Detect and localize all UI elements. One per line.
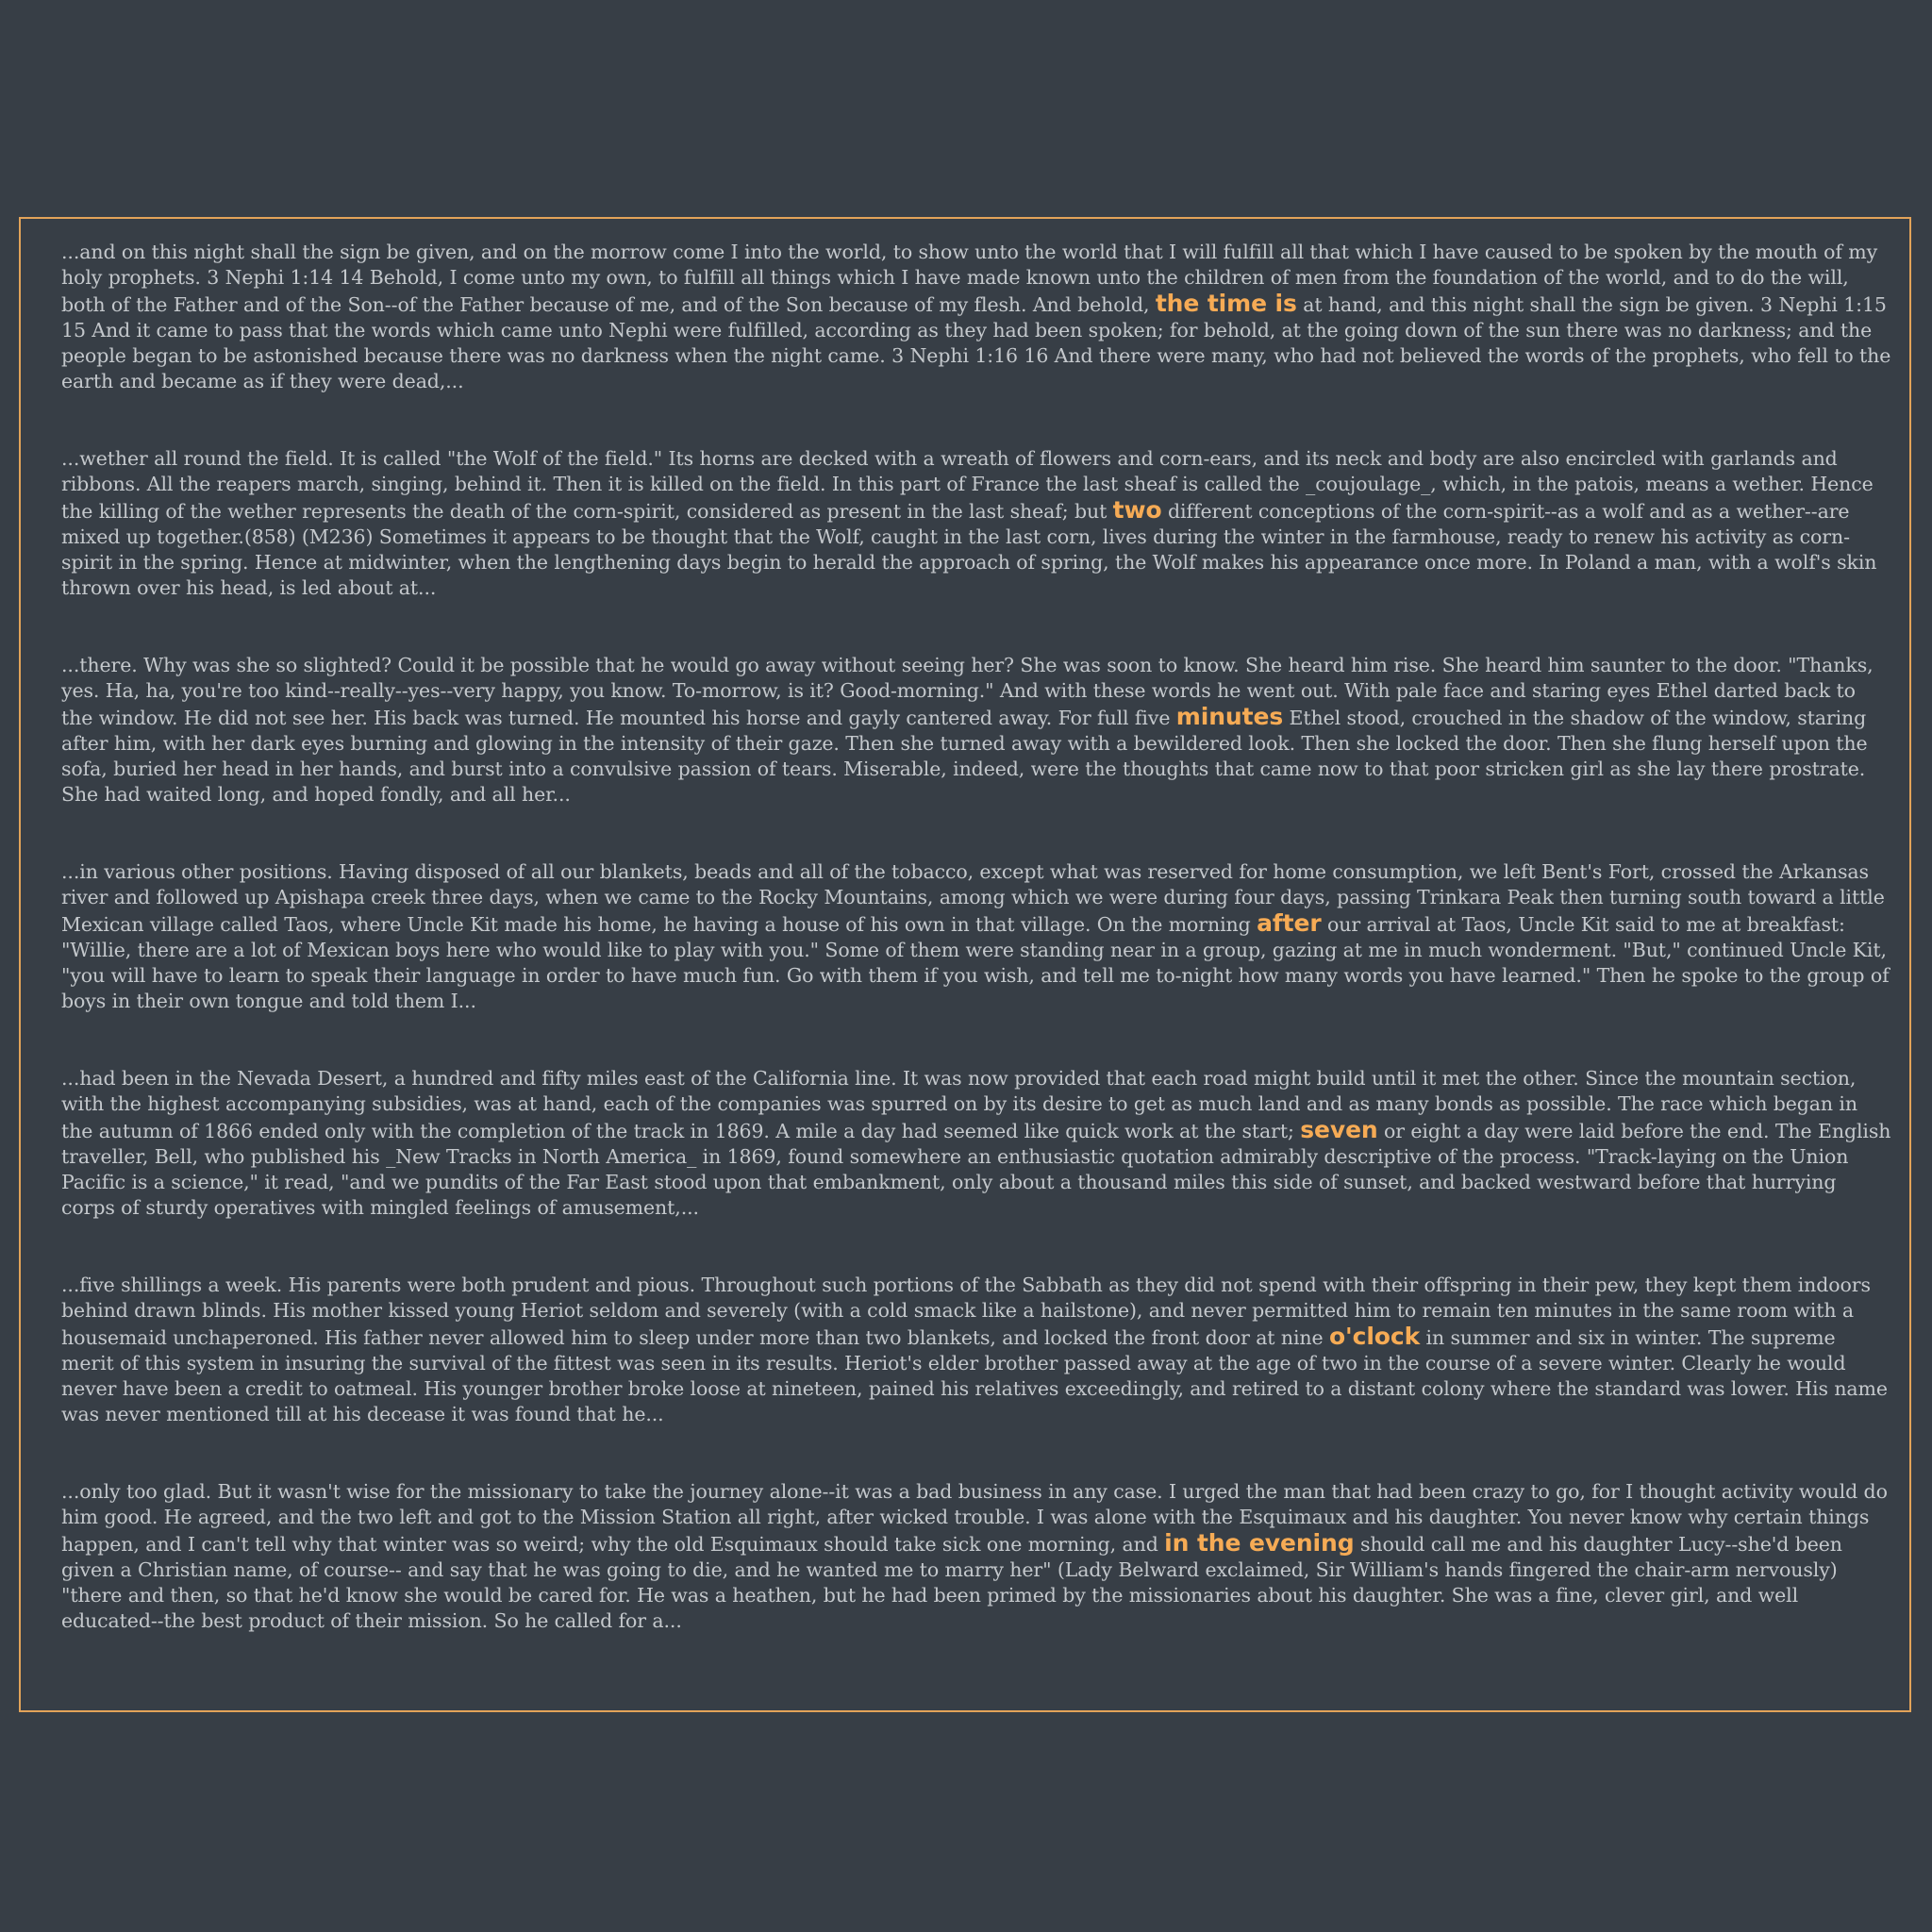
passage-text-after: should call me and his daughter Lucy--she'd been given a Christian name, of course-- and say that he was going to die, and he wanted me to marry her" (Lady Belward exclaimed, Sir William's hands fingered the chair-arm nervously) "there and then, so that he'd know she would be cared for. He was a heathen, but he had been primed by the missionaries about his daughter. She was a fine, clever girl, and well educated--the best product of their mission. So he called for a... (61, 1533, 1842, 1632)
passage-text-after: or eight a day were laid before the end. The English traveller, Bell, who published his _New Tracks in North America_ in 1869, found somewhere an enthusiastic quotation admirably descriptive of the process. "Track-laying on the Union Pacific is a science," it read, "and we pundits of the Far East stood upon that embankment, only about a thousand miles this side of sunset, and backed westward before that hurrying corps of sturdy operatives with mingled feelings of amusement,... (61, 1120, 1891, 1219)
passage-2 (61, 446, 1891, 601)
passage-text-before: ...there. Why was she so slighted? Could it be possible that he would go away without seeing her? She was soon to know. She heard him rise. She heard him saunter to the door. "Thanks, yes. Ha, ha, you're too kind--really--yes--very happy, you know. To-morrow, is it? Good-morning." And with these words he went out. With pale face and staring eyes Ethel darted back to the window. He did not see her. His back was turned. He mounted his horse and gayly cantered away. For full five (61, 654, 1874, 729)
passage-text-after: Ethel stood, crouched in the shadow of the window, staring after him, with her dark eyes burning and glowing in the intensity of their gaze. Then she turned away with a bewildered look. Then she locked the door. Then she flung herself upon the sofa, buried her head in her hands, and burst into a convulsive passion of tears. Miserable, indeed, were the thoughts that came now to that poor stricken girl as she lay there prostrate. She had waited long, and hoped fondly, and all her... (61, 707, 1868, 806)
highlighted-time-phrase: after (1257, 909, 1322, 937)
passages-panel (19, 217, 1911, 1712)
passage-text-after: different conceptions of the corn-spirit--as a wolf and as a wether--are mixed up together.(858) (M236) Sometimes it appears to be thought that the Wolf, caught in the last corn, lives during the winter in the farmhouse, ready to renew his activity as corn-spirit in the spring. Hence at midwinter, when the lengthening days begin to herald the approach of spring, the Wolf makes his appearance once more. In Poland a man, with a wolf's skin thrown over his head, is led about at... (61, 500, 1877, 599)
passage-text-before: ...wether all round the field. It is called "the Wolf of the field." Its horns are decked with a wreath of flowers and corn-ears, and its neck and body are also encircled with garlands and ribbons. All the reapers march, singing, behind it. Then it is killed on the field. In this part of France the last sheaf is called the _coujoulage_, which, in the patois, means a wether. Hence the killing of the wether represents the death of the corn-spirit, considered as present in the last sheaf; but (61, 447, 1874, 523)
passage-6 (61, 1273, 1891, 1427)
passage-4 (61, 859, 1891, 1014)
highlighted-time-phrase: two (1112, 496, 1162, 524)
passage-text-before: ...five shillings a week. His parents were both prudent and pious. Throughout such portions of the Sabbath as they did not spend with their offspring in their pew, they kept them indoors behind drawn blinds. His mother kissed young Heriot seldom and severely (with a cold smack like a hailstone), and never permitted him to remain ten minutes in the same room with a housemaid unchaperoned. His father never allowed him to sleep under more than two blankets, and locked the front door at nine (61, 1274, 1871, 1349)
highlighted-time-phrase: minutes (1175, 703, 1284, 730)
passage-5 (61, 1066, 1891, 1221)
passage-text-before: ...and on this night shall the sign be given, and on the morrow come I into the world, to show unto the world that I will fulfill all that which I have caused to be spoken by the mouth of my holy prophets. 3 Nephi 1:14 14 Behold, I come unto my own, to fulfill all things which I have made known unto the children of men from the foundation of the world, and to do the will, both of the Father and of the Son--of the Father because of me, and of the Son because of my flesh. And behold, (61, 241, 1878, 316)
passage-3 (61, 653, 1891, 808)
highlighted-time-phrase: seven (1300, 1116, 1378, 1143)
passage-list (61, 240, 1891, 1686)
passage-text-after: at hand, and this night shall the sign be given. 3 Nephi 1:15 15 And it came to pass that the words which came unto Nephi were fulfilled, according as they had been spoken; for behold, at the going down of the sun there was no darkness; and the people began to be astonished because there was no darkness when the night came. 3 Nephi 1:16 16 And there were many, who had not believed the words of the prophets, who fell to the earth and became as if they were dead,... (61, 293, 1891, 392)
passage-text-before: ...in various other positions. Having disposed of all our blankets, beads and all of the tobacco, except what was reserved for home consumption, we left Bent's Fort, crossed the Arkansas river and followed up Apishapa creek three days, when we came to the Rocky Mountains, among which we were during four days, passing Trinkara Peak then turning south toward a little Mexican village called Taos, where Uncle Kit made his home, he having a house of his own in that village. On the morning (61, 860, 1885, 936)
highlighted-time-phrase: the time is (1155, 290, 1297, 317)
highlighted-time-phrase: o'clock (1328, 1323, 1421, 1350)
passage-text-after: our arrival at Taos, Uncle Kit said to me at breakfast: "Willie, there are a lot of Mexican boys here who would like to play with you." Some of them were standing near in a group, gazing at me in much wonderment. "But," continued Uncle Kit, "you will have to learn to speak their language in order to have much fun. Go with them if you wish, and tell me to-night how many words you have learned." Then he spoke to the group of boys in their own tongue and told them I... (61, 913, 1890, 1012)
passage-1 (61, 240, 1891, 394)
passage-text-before: ...had been in the Nevada Desert, a hundred and fifty miles east of the California line. It was now provided that each road might build until it met the other. Since the mountain section, with the highest accompanying subsidies, was at hand, each of the companies was spurred on by its desire to get as much land and as many bonds as possible. The race which began in the autumn of 1866 ended only with the completion of the track in 1869. A mile a day had seemed like quick work at the start; (61, 1067, 1857, 1142)
highlighted-time-phrase: in the evening (1164, 1529, 1355, 1557)
passage-7 (61, 1479, 1891, 1634)
passage-text-after: in summer and six in winter. The supreme merit of this system in insuring the survival of the fittest was seen in its results. Heriot's elder brother passed away at the age of two in the course of a severe winter. Clearly he would never have been a credit to oatmeal. His younger brother broke loose at nineteen, pained his relatives exceedingly, and retired to a distant colony where the standard was lower. His name was never mentioned till at his decease it was found that he... (61, 1326, 1888, 1425)
passage-text-before: ...only too glad. But it wasn't wise for the missionary to take the journey alone--it was a bad business in any case. I urged the man that had been crazy to go, for I thought activity would do him good. He agreed, and the two left and got to the Mission Station all right, after wicked trouble. I was alone with the Esquimaux and his daughter. You never know why certain things happen, and I can't tell why that winter was so weird; why the old Esquimaux should take sick one morning, and (61, 1480, 1888, 1556)
